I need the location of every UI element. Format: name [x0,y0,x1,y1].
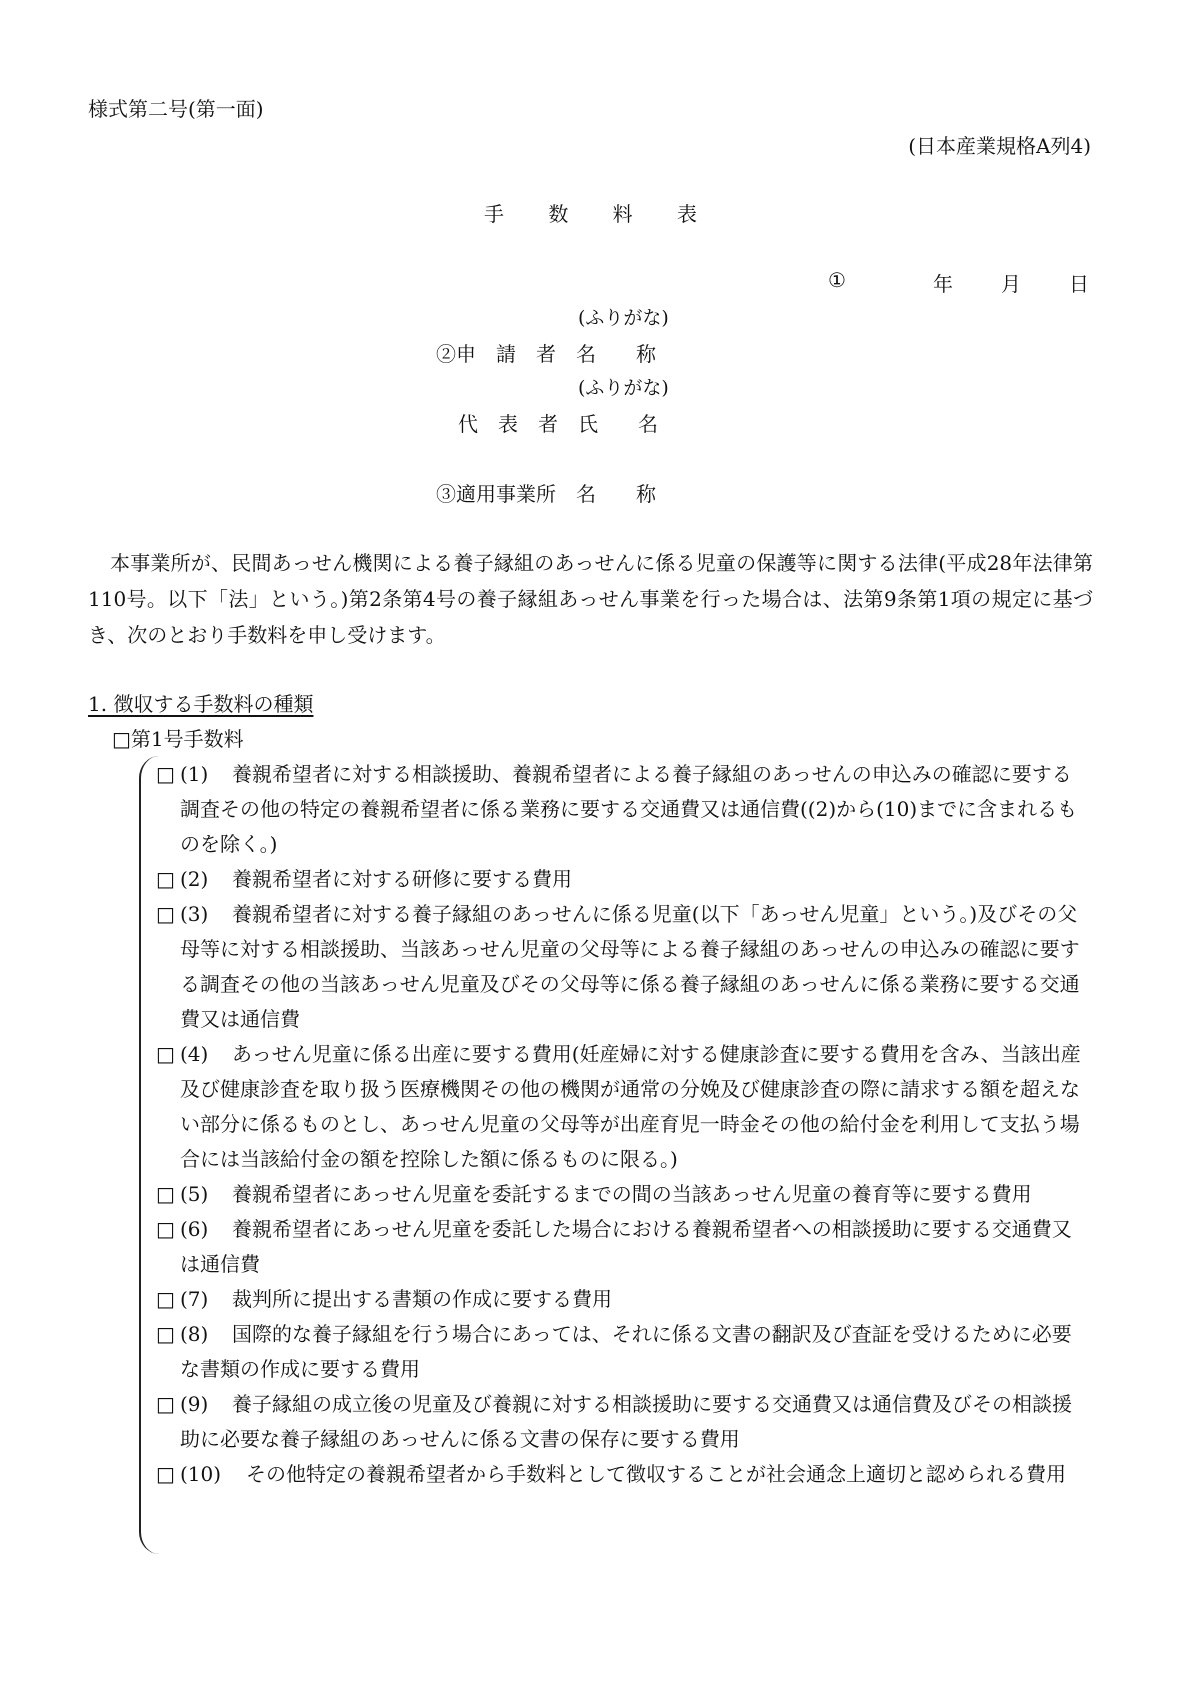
intro-paragraph: 本事業所が、民間あっせん機関による養子縁組のあっせんに係る児童の保護等に関する法律(平成28年法律第110号。以下「法」という。)第2条第4号の養子縁組あっせん事業を行った場合は、法第9条第1項の規定に基づき、次のとおり手数料を申し受けます。 [88,551,1093,647]
applicant-name-label: ②申 請 者 名 称 [436,342,656,366]
furigana-label: (ふりがな) [578,377,669,399]
checkbox-icon[interactable]: □ [156,1217,175,1241]
title-char: 手 [483,202,504,226]
fee-item [156,862,1091,897]
item-number: (1) [180,762,209,786]
checkbox-icon[interactable]: □ [156,1042,175,1066]
item-text: 養親希望者に対する研修に要する費用 [232,867,572,891]
checkbox-icon[interactable]: □ [156,1322,175,1346]
fee-type-label: 第1号手数料 [130,727,244,751]
furigana-label: (ふりがな) [578,307,669,329]
checkbox-icon[interactable]: □ [112,727,131,751]
item-text: 国際的な養子縁組を行う場合にあっては、それに係る文書の翻訳及び査証を受けるために必要な書類の作成に要する費用 [180,1322,1072,1381]
fee-item [156,1282,1091,1317]
checkbox-icon[interactable]: □ [156,1182,175,1206]
document-title [0,198,1181,227]
fee-item [156,757,1091,862]
item-number: (7) [180,1287,209,1311]
fee-item-list [156,757,1091,1492]
fee-item [156,1037,1091,1177]
date-day-label: 日 [1069,272,1089,296]
item-text: 養親希望者に対する養子縁組のあっせんに係る児童(以下「あっせん児童」という。)及びその父母等に対する相談援助、当該あっせん児童の父母等による養子縁組のあっせんの申込みの確認に要する調査その他の当該あっせん児童及びその父母等に係る養子縁組のあっせんに係る業務に要する交通費又は通信費 [180,902,1080,1031]
fee-item [156,1317,1091,1387]
item-number: (5) [180,1182,209,1206]
checkbox-icon[interactable]: □ [156,762,175,786]
checkbox-icon[interactable]: □ [156,1287,175,1311]
checkbox-icon[interactable]: □ [156,1462,175,1486]
title-char: 料 [612,202,633,226]
item-number: (9) [180,1392,209,1416]
item-text: あっせん児童に係る出産に要する費用(妊産婦に対する健康診査に要する費用を含み、当該出産及び健康診査を取り扱う医療機関その他の機関が通常の分娩及び健康診査の際に請求する額を超えない部分に係るものとし、あっせん児童の父母等が出産育児一時金その他の給付金を利用して支払う場合には当該給付金の額を控除した額に係るものに限る。) [180,1042,1081,1171]
checkbox-icon[interactable]: □ [156,867,175,891]
title-char: 数 [548,202,569,226]
item-text: 養親希望者に対する相談援助、養親希望者による養子縁組のあっせんの申込みの確認に要する調査その他の特定の養親希望者に係る業務に要する交通費又は通信費((2)から(10)までに含まれるものを除く。) [180,762,1078,856]
item-text: 裁判所に提出する書類の作成に要する費用 [232,1287,612,1311]
fee-item [156,1212,1091,1282]
representative-name-label: 代 表 者 氏 名 [458,412,658,436]
item-text: 養親希望者にあっせん児童を委託するまでの間の当該あっせん児童の養育等に要する費用 [232,1182,1032,1206]
date-marker: ① [828,268,846,292]
office-name-label: ③適用事業所 名 称 [436,482,656,506]
fee-item [156,1387,1091,1457]
section-heading: 1. 徴収する手数料の種類 [88,692,314,716]
item-number: (3) [180,902,209,926]
item-text: 養子縁組の成立後の児童及び養親に対する相談援助に要する交通費又は通信費及びその相談援助に必要な養子縁組のあっせんに係る文書の保存に要する費用 [180,1392,1072,1451]
fee-item [156,1457,1091,1492]
date-year-label: 年 [933,272,953,296]
fee-type-1 [112,723,244,752]
item-number: (10) [180,1462,222,1486]
paper-size-note: (日本産業規格A列4) [908,134,1091,158]
item-number: (4) [180,1042,209,1066]
checkbox-icon[interactable]: □ [156,902,175,926]
fee-item [156,897,1091,1037]
fee-item [156,1177,1091,1212]
item-text: その他特定の養親希望者から手数料として徴収することが社会通念上適切と認められる費用 [246,1462,1066,1486]
date-month-label: 月 [1001,272,1021,296]
item-number: (8) [180,1322,209,1346]
checkbox-icon[interactable]: □ [156,1392,175,1416]
item-text: 養親希望者にあっせん児童を委託した場合における養親希望者への相談援助に要する交通費又は通信費 [180,1217,1072,1276]
title-char: 表 [677,202,698,226]
item-number: (2) [180,867,209,891]
form-number: 様式第二号(第一面) [88,97,264,121]
item-number: (6) [180,1217,209,1241]
